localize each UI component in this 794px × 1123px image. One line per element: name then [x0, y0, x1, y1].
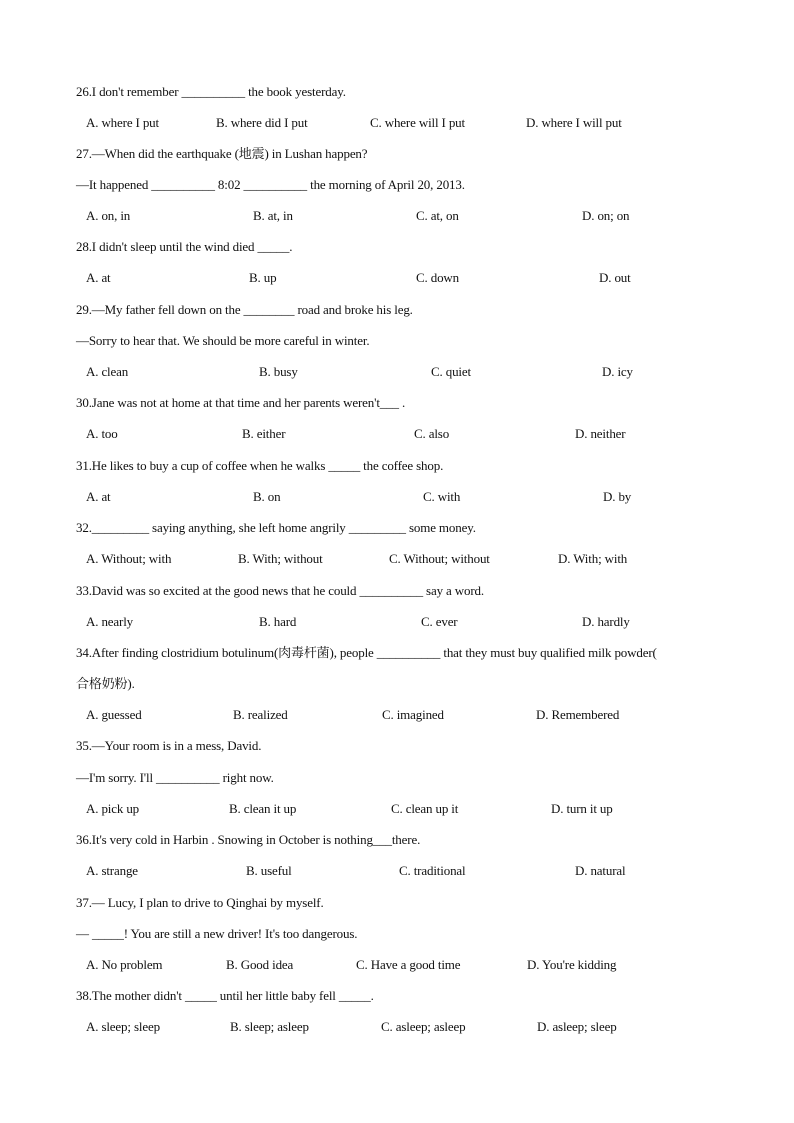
q27-option-a: A. on, in [86, 208, 131, 223]
question-32-options [0, 551, 794, 567]
q34-option-c: C. imagined [382, 707, 444, 722]
q28-option-d: D. out [599, 270, 631, 285]
q26-option-b: B. where did I put [216, 115, 308, 130]
question-35-reply: —I'm sorry. I'll __________ right now. [76, 770, 274, 785]
q30-option-b: B. either [242, 426, 286, 441]
question-35-stem: 35.—Your room is in a mess, David. [76, 738, 262, 753]
q29-option-b: B. busy [259, 364, 298, 379]
q31-option-d: D. by [603, 489, 632, 504]
question-28-options [0, 270, 794, 286]
question-29-stem: 29.—My father fell down on the ________ road and broke his leg. [76, 302, 413, 317]
question-28-stem: 28.I didn't sleep until the wind died _____. [76, 239, 293, 254]
q35-option-a: A. pick up [86, 801, 140, 816]
q29-option-c: C. quiet [431, 364, 471, 379]
q27-option-c: C. at, on [416, 208, 459, 223]
q27-option-d: D. on; on [582, 208, 630, 223]
question-34-options [0, 707, 794, 723]
q27-option-b: B. at, in [253, 208, 293, 223]
question-33-options [0, 614, 794, 630]
q32-option-a: A. Without; with [86, 551, 172, 566]
question-38-options [0, 1019, 794, 1035]
q37-option-a: A. No problem [86, 957, 163, 972]
q29-option-a: A. clean [86, 364, 129, 379]
q30-option-d: D. neither [575, 426, 626, 441]
question-27-reply: —It happened __________ 8:02 __________ the morning of April 20, 2013. [76, 177, 465, 192]
question-29-reply: —Sorry to hear that. We should be more careful in winter. [76, 333, 370, 348]
q36-option-c: C. traditional [399, 863, 466, 878]
question-33-stem: 33.David was so excited at the good news that he could __________ say a word. [76, 583, 484, 598]
q37-option-b: B. Good idea [226, 957, 294, 972]
q32-option-b: B. With; without [238, 551, 323, 566]
q34-option-b: B. realized [233, 707, 288, 722]
q33-option-c: C. ever [421, 614, 458, 629]
q26-option-a: A. where I put [86, 115, 159, 130]
q38-option-d: D. asleep; sleep [537, 1019, 617, 1034]
q37-option-c: C. Have a good time [356, 957, 461, 972]
question-31-stem: 31.He likes to buy a cup of coffee when he walks _____ the coffee shop. [76, 458, 444, 473]
question-26-options [0, 115, 794, 131]
q33-option-a: A. nearly [86, 614, 134, 629]
question-31-options [0, 489, 794, 505]
q31-option-a: A. at [86, 489, 111, 504]
question-34-stem-cont: 合格奶粉). [76, 676, 135, 691]
q26-option-d: D. where I will put [526, 115, 622, 130]
q36-option-a: A. strange [86, 863, 138, 878]
q30-option-a: A. too [86, 426, 118, 441]
q37-option-d: D. You're kidding [527, 957, 617, 972]
question-38-stem: 38.The mother didn't _____ until her little baby fell _____. [76, 988, 374, 1003]
q28-option-b: B. up [249, 270, 277, 285]
q30-option-c: C. also [414, 426, 450, 441]
q28-option-a: A. at [86, 270, 111, 285]
q36-option-b: B. useful [246, 863, 292, 878]
q33-option-b: B. hard [259, 614, 297, 629]
q33-option-d: D. hardly [582, 614, 630, 629]
q28-option-c: C. down [416, 270, 460, 285]
question-26-stem: 26.I don't remember __________ the book yesterday. [76, 84, 346, 99]
question-37-reply: — _____! You are still a new driver! It's too dangerous. [76, 926, 358, 941]
question-27-options [0, 208, 794, 224]
q32-option-d: D. With; with [558, 551, 628, 566]
q34-option-d: D. Remembered [536, 707, 620, 722]
q26-option-c: C. where will I put [370, 115, 465, 130]
question-30-options [0, 426, 794, 442]
question-36-options [0, 863, 794, 879]
q38-option-b: B. sleep; asleep [230, 1019, 309, 1034]
question-35-options [0, 801, 794, 817]
question-29-options [0, 364, 794, 380]
q31-option-c: C. with [423, 489, 461, 504]
question-32-stem: 32._________ saying anything, she left home angrily _________ some money. [76, 520, 476, 535]
question-27-stem: 27.—When did the earthquake (地震) in Lushan happen? [76, 146, 368, 161]
q34-option-a: A. guessed [86, 707, 142, 722]
q31-option-b: B. on [253, 489, 281, 504]
q36-option-d: D. natural [575, 863, 626, 878]
q38-option-c: C. asleep; asleep [381, 1019, 466, 1034]
question-37-options [0, 957, 794, 973]
q35-option-d: D. turn it up [551, 801, 613, 816]
q35-option-c: C. clean up it [391, 801, 459, 816]
q38-option-a: A. sleep; sleep [86, 1019, 160, 1034]
question-37-stem: 37.— Lucy, I plan to drive to Qinghai by myself. [76, 895, 324, 910]
q29-option-d: D. icy [602, 364, 633, 379]
question-30-stem: 30.Jane was not at home at that time and her parents weren't___ . [76, 395, 406, 410]
q35-option-b: B. clean it up [229, 801, 297, 816]
q32-option-c: C. Without; without [389, 551, 490, 566]
question-36-stem: 36.It's very cold in Harbin . Snowing in October is nothing___there. [76, 832, 421, 847]
question-34-stem: 34.After finding clostridium botulinum(肉毒杆菌), people __________ that they must buy qualified milk powder( [76, 645, 657, 660]
